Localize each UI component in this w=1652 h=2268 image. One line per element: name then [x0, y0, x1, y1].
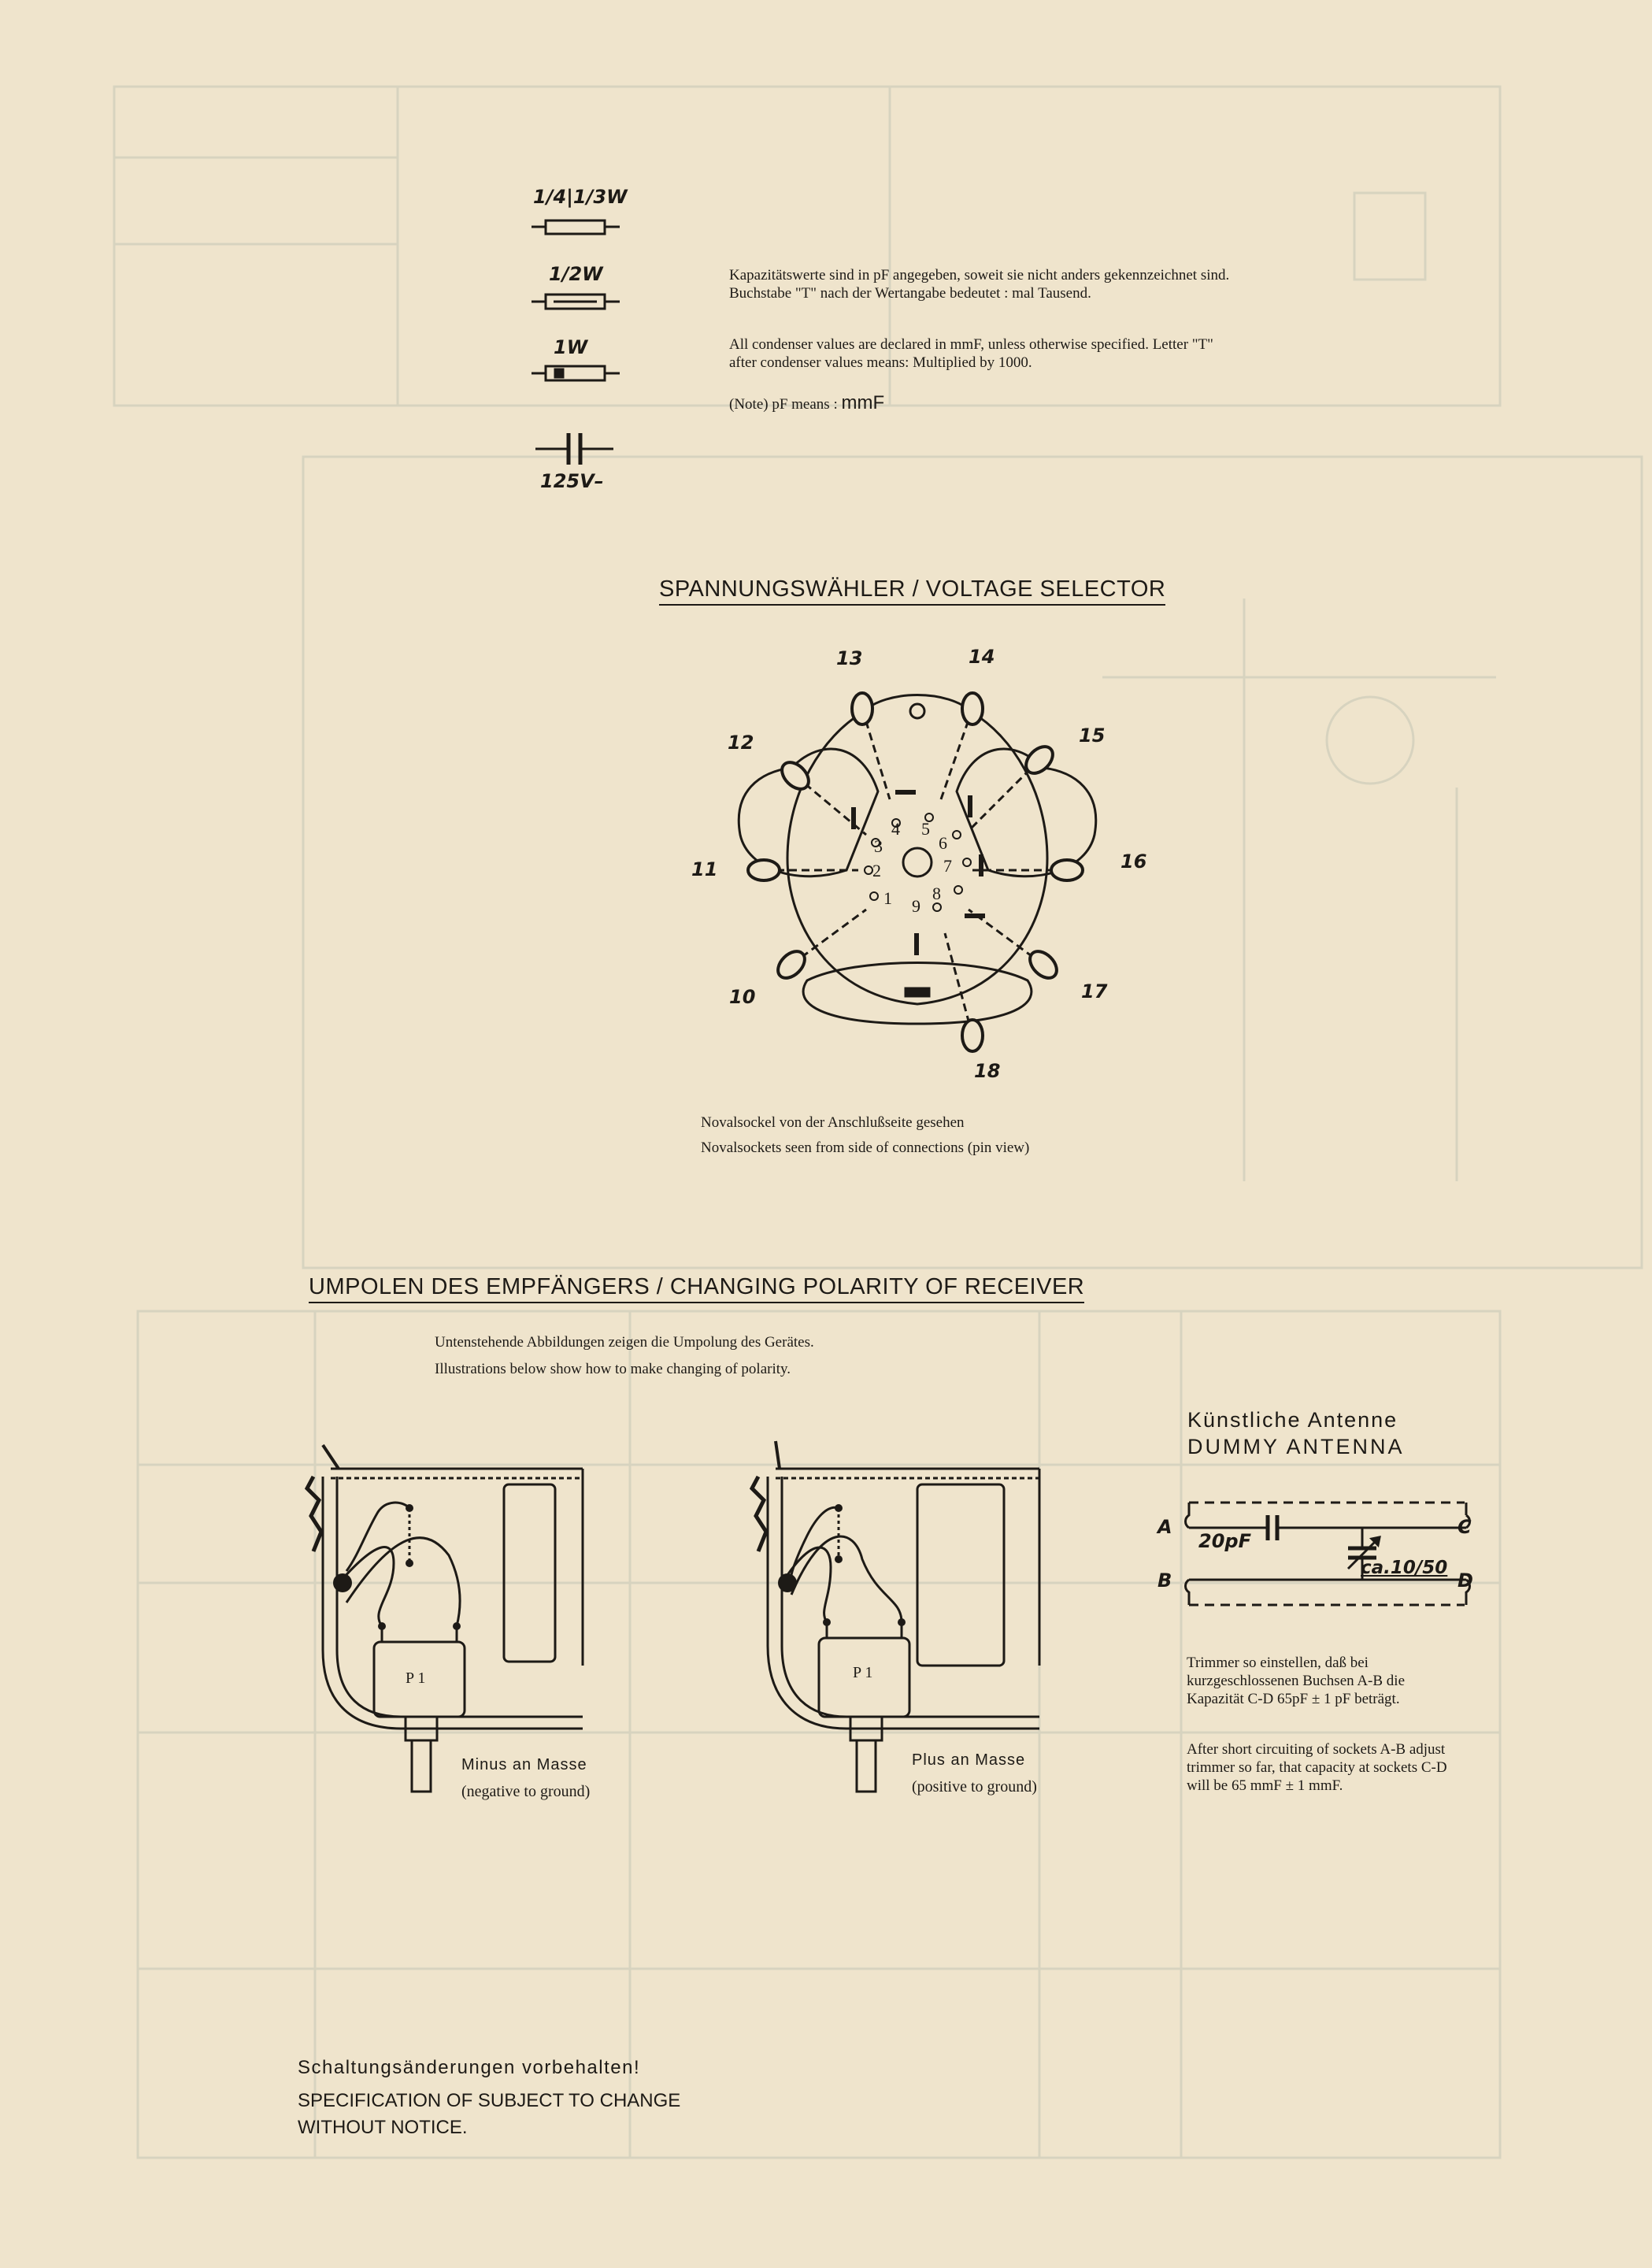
picofarad-note: [729, 394, 1243, 413]
resistor-one-watt-label: 1W: [554, 336, 588, 358]
pin-label-11: 11: [691, 858, 718, 880]
relay-p1-right: P 1: [853, 1664, 873, 1681]
inner-pin-9: 9: [912, 896, 920, 916]
pin-label-12: 12: [728, 732, 754, 754]
pin-label-18: 18: [974, 1060, 1001, 1082]
pin-label-16: 16: [1120, 850, 1147, 873]
pin-label-10: 10: [729, 986, 756, 1008]
dummy-antenna-title-german: Künstliche Antenne: [1187, 1408, 1398, 1432]
trimmer-capacitor-label: ca.10/50: [1361, 1558, 1448, 1578]
changes-reserved-english-2: WITHOUT NOTICE.: [298, 2117, 468, 2138]
socket-lugs: [764, 709, 1067, 1036]
pin-label-13: 13: [836, 647, 863, 669]
picofarad-note-prefix: (Note) pF means :: [729, 396, 838, 413]
relay-p1-left: P 1: [406, 1670, 426, 1687]
inner-pin-2: 2: [872, 861, 881, 880]
socket-caption-english: Novalsockets seen from side of connections (pin view): [701, 1140, 1030, 1156]
picofarad-note-unit: mmF: [841, 392, 885, 413]
changes-reserved-german: Schaltungsänderungen vorbehalten!: [298, 2057, 641, 2078]
changes-reserved-english-1: SPECIFICATION OF SUBJECT TO CHANGE: [298, 2090, 681, 2111]
socket-caption-german: Novalsockel von der Anschlußseite gesehen: [701, 1114, 965, 1131]
inner-pin-5: 5: [921, 819, 930, 839]
capacitor-voltage-label: 125V–: [540, 470, 604, 492]
polarity-intro-german: Untenstehende Abbildungen zeigen die Umpolung des Gerätes.: [435, 1334, 814, 1351]
positive-to-ground-label: (positive to ground): [912, 1778, 1037, 1796]
inner-pin-3: 3: [874, 836, 883, 856]
inner-pin-6: 6: [939, 833, 947, 853]
minus-to-ground-label: Minus an Masse: [461, 1756, 587, 1773]
pin-label-14: 14: [969, 646, 995, 668]
pin-label-17: 17: [1081, 980, 1108, 1002]
inner-pin-4: 4: [891, 819, 900, 839]
trimmer-instruction-english: After short circuiting of sockets A-B adjust trimmer so far, that capacity at sockets C-D will be 65 mmF ± 1 mmF.: [1187, 1741, 1447, 1794]
resistor-quarter-watt-label: 1/4|1/3W: [533, 186, 628, 208]
fixed-capacitor-label: 20pF: [1198, 1530, 1251, 1552]
terminal-d: D: [1458, 1569, 1473, 1592]
terminal-c: C: [1458, 1516, 1472, 1538]
trimmer-instruction-german: Trimmer so einstellen, daß bei kurzgeschlossenen Buchsen A-B die Kapazität C-D 65pF ± 1 pF beträgt.: [1187, 1655, 1406, 1707]
plus-to-ground-label: Plus an Masse: [912, 1751, 1026, 1769]
terminal-b: B: [1158, 1569, 1172, 1592]
inner-pin-7: 7: [943, 856, 952, 876]
voltage-selector-heading: SPANNUNGSWÄHLER / VOLTAGE SELECTOR: [659, 576, 1165, 606]
negative-to-ground-label: (negative to ground): [461, 1783, 591, 1800]
pin-label-15: 15: [1079, 724, 1106, 747]
polarity-intro-english: Illustrations below show how to make changing of polarity.: [435, 1361, 791, 1377]
inner-pin-8: 8: [932, 884, 941, 903]
inner-pin-1: 1: [883, 888, 892, 908]
condenser-note-german: Kapazitätswerte sind in pF angegeben, soweit sie nicht anders gekennzeichnet sind. Buchstabe "T" nach der Wertangabe bedeutet : mal Tausend.: [729, 267, 1230, 302]
noval-socket-diagram: [728, 673, 1106, 1067]
resistor-half-watt-label: 1/2W: [549, 263, 603, 285]
polarity-heading: UMPOLEN DES EMPFÄNGERS / CHANGING POLARITY OF RECEIVER: [309, 1274, 1084, 1303]
terminal-a: A: [1158, 1516, 1172, 1538]
dummy-antenna-title-english: DUMMY ANTENNA: [1187, 1435, 1405, 1458]
condenser-note-english: All condenser values are declared in mmF, unless otherwise specified. Letter "T" after condenser values means: Multiplied by 1000.: [729, 336, 1213, 371]
